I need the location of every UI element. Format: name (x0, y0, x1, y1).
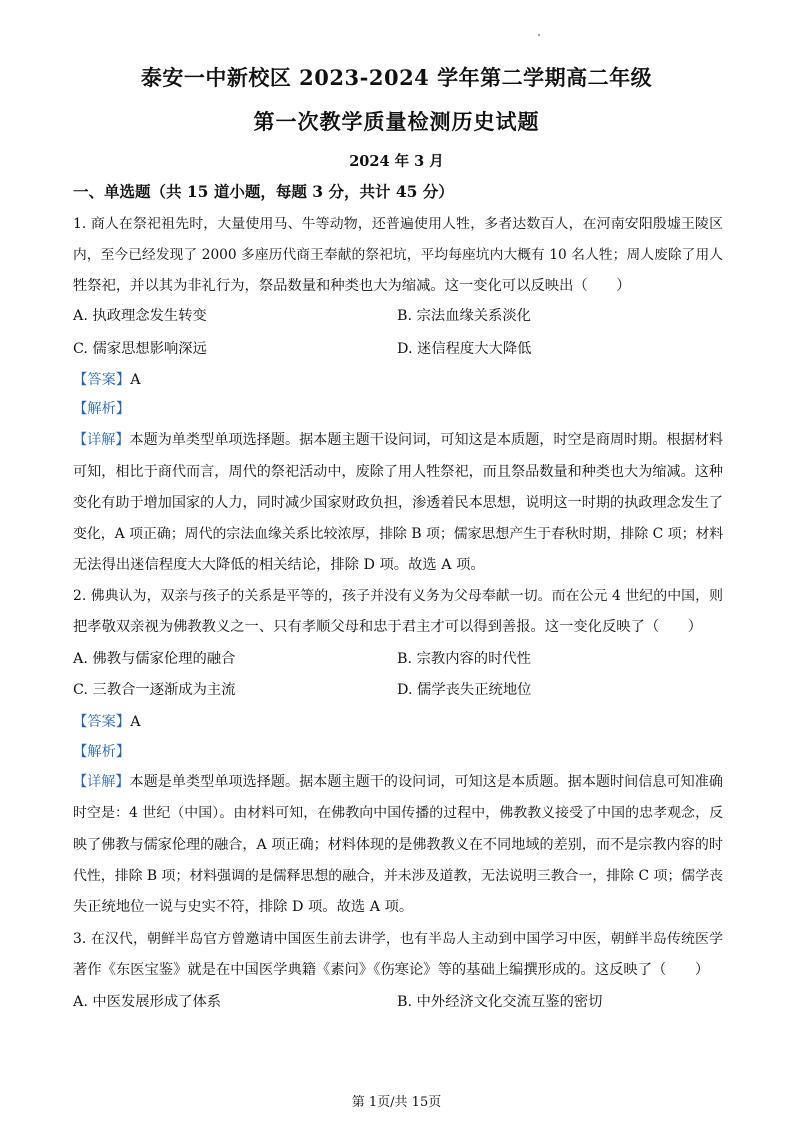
q1-option-d: D. 迷信程度大大降低 (397, 341, 532, 357)
q2-answer-value: A (130, 714, 141, 730)
q3-stem-line2: 著作《东医宝鉴》就是在中国医学典籍《素问》《伤寒论》等的基础上编撰形成的。这反映了（ ） (73, 962, 710, 978)
q2-detail-line3: 映了佛教与儒家伦理的融合，A 项正确；材料体现的是佛教教义在不同地域的差别，而不是宗教内容的时 (73, 837, 723, 853)
scan-dot (538, 34, 540, 36)
q1-stem-line1: 1. 商人在祭祀祖先时，大量使用马、牛等动物，还普遍使用人牲，多者达数百人，在河南安阳殷墟王陵区 (73, 216, 723, 232)
q3-option-a: A. 中医发展形成了体系 (73, 994, 222, 1010)
q2-option-c: C. 三教合一逐渐成为主流 (73, 682, 236, 698)
q2-detail-text1: 本题是单类型单项选择题。据本题主题干的设问词，可知这是本质题。据本题时间信息可知准确 (129, 774, 724, 790)
answer-label: 【答案】 (73, 372, 131, 388)
q1-option-a: A. 执政理念发生转变 (73, 308, 207, 324)
page-number: 第 1页/共 15页 (351, 1095, 442, 1110)
q3-option-b: B. 中外经济文化交流互鉴的密切 (397, 994, 603, 1010)
q2-answer-row (73, 712, 141, 732)
q2-option-a: A. 佛教与儒家伦理的融合 (73, 651, 236, 667)
q3-stem-line1: 3. 在汉代，朝鲜半岛官方曾邀请中国医生前去讲学，也有半岛人主动到中国学习中医，朝鲜半岛传统医学 (73, 931, 723, 947)
detail-label: 【详解】 (73, 432, 130, 448)
exam-date: 2024 年 3 月 (349, 153, 444, 170)
q1-answer-row (73, 370, 141, 390)
q2-detail-line1 (73, 772, 723, 792)
section-heading: 一、单选题（共 15 道小题，每题 3 分，共计 45 分） (73, 182, 454, 201)
q2-stem-line2: 把孝敬双亲视为佛教教义之一、只有孝顺父母和忠于君主才可以得到善报。这一变化反映了（ ） (73, 619, 703, 635)
q2-option-b: B. 宗教内容的时代性 (397, 651, 531, 667)
detail-label: 【详解】 (73, 774, 130, 790)
q1-option-c: C. 儒家思想影响深远 (73, 341, 207, 357)
exam-title-line1: 泰安一中新校区 2023-2024 学年第二学期高二年级 (140, 65, 653, 90)
q1-detail-line2: 可知，相比于商代而言，周代的祭祀活动中，废除了用人牲祭祀，而且祭品数量和种类也大为缩减。这种 (73, 464, 723, 480)
q1-analysis-label: 【解析】 (73, 401, 131, 417)
q1-detail-line1 (73, 430, 723, 450)
q2-detail-line2: 时空是：4 世纪（中国）。由材料可知，在佛教向中国传播的过程中，佛教教义接受了中国的忠孝观念，反 (73, 805, 723, 821)
q2-option-d: D. 儒学丧失正统地位 (397, 682, 532, 698)
q1-detail-text1: 本题为单类型单项选择题。据本题主题干设问词，可知这是本质题，时空是商周时期。根据材料 (129, 432, 724, 448)
exam-title-line2: 第一次教学质量检测历史试题 (253, 109, 540, 134)
q2-detail-line5: 失正统地位一说与史实不符，排除 D 项。故选 A 项。 (73, 899, 414, 915)
q1-detail-line5: 无法得出迷信程度大大降低的相关结论，排除 D 项。故选 A 项。 (73, 557, 485, 573)
q1-detail-line3: 变化有助于增加国家的人力，同时减少国家财政负担，渗透着民本思想，说明这一时期的执政理念发生了 (73, 495, 723, 511)
q2-stem-line1: 2. 佛典认为，双亲与孩子的关系是平等的，孩子并没有义务为父母奉献一切。而在公元 4 世纪的中国，则 (73, 588, 723, 604)
q2-analysis-label: 【解析】 (73, 744, 131, 760)
q1-detail-line4: 变化，A 项正确；周代的宗法血缘关系比较浓厚，排除 B 项；儒家思想产生于春秋时期，排除 C 项；材料 (73, 526, 724, 542)
q1-answer-value: A (130, 372, 141, 388)
q1-stem-line2: 内，至今已经发现了 2000 多座历代商王奉献的祭祀坑，平均每座坑内大概有 10 名人牲；周人废除了用人 (73, 247, 723, 263)
q1-stem-line3: 牲祭祀，并以其为非礼行为，祭品数量和种类也大为缩减。这一变化可以反映出（ ） (73, 278, 631, 294)
answer-label: 【答案】 (73, 714, 131, 730)
q2-detail-line4: 代性，排除 B 项；材料强调的是儒释思想的融合，并未涉及道教，无法说明三教合一，排除 C 项；儒学丧 (73, 868, 723, 884)
q1-option-b: B. 宗法血缘关系淡化 (397, 308, 531, 324)
